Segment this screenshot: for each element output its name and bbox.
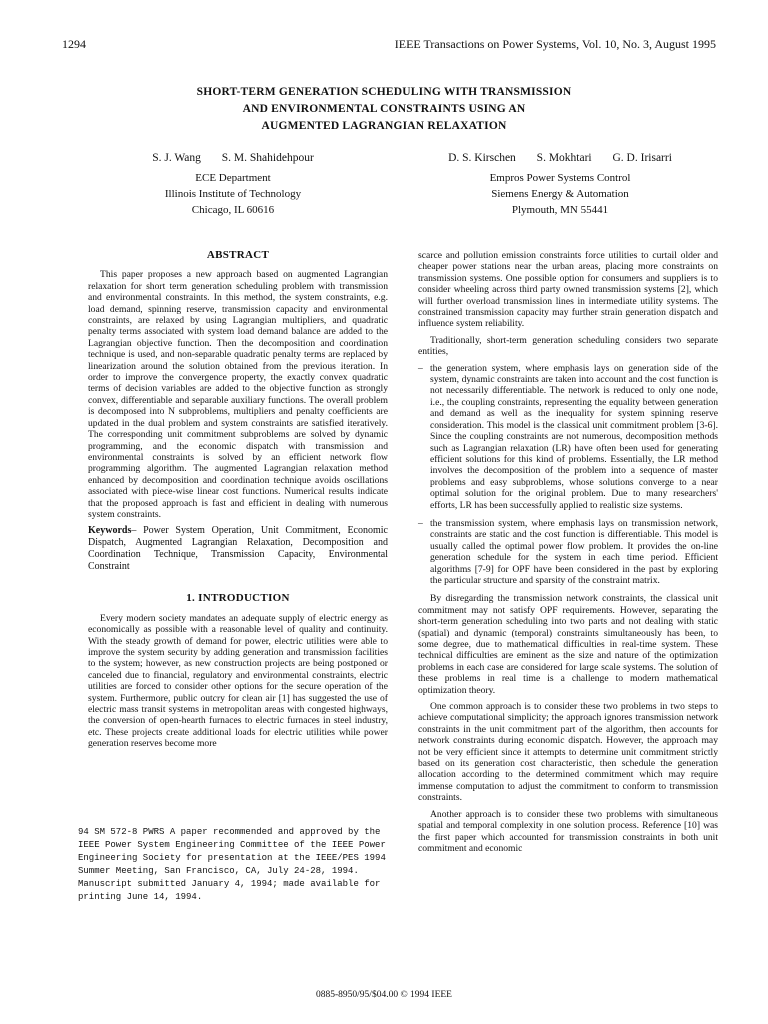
title-line-3: AUGMENTED LAGRANGIAN RELAXATION (261, 120, 507, 132)
journal-header: IEEE Transactions on Power Systems, Vol. 10, No. 3, August 1995 (394, 37, 716, 51)
keywords-text: – Power System Operation, Unit Commitment, Economic Dispatch, Augmented Lagrangian Relaxation, Decomposition and Coordination Technique, Transmission Capacity, Environmental Constraint (88, 525, 388, 573)
introduction-paragraph: Every modern society mandates an adequate supply of electric energy as economically as possible with a reasonable level of quality and continuity. With the steady growth of demand for power, electric utilities were able to improve the system security by adding generation and transmission facilities to the system; however, as new construction projects are being postponed or canceled due to financial, regulatory and environmental constraints, electric utilities are forced to consider other options for the secure operation of the system. Furthermore, public outcry for clean air [1] has suggested the use of electric mass transit systems in metropolitan areas with congested highways, the conversion of open-hearth furnaces to electric furnaces in steel industry, etc. These projects create additional loads for electric utilities while power generation reserves become more (88, 612, 388, 750)
author-block-left (88, 150, 378, 218)
author-block-right (395, 150, 725, 218)
author-name: S. Mokhtari (536, 152, 592, 164)
right-column (418, 250, 718, 859)
title-line-1: SHORT-TERM GENERATION SCHEDULING WITH TRANSMISSION (196, 86, 572, 98)
body-paragraph: Traditionally, short-term generation scheduling considers two separate entities, (418, 334, 718, 358)
title-line-2: AND ENVIRONMENTAL CONSTRAINTS USING AN (242, 103, 526, 115)
introduction-heading: 1. INTRODUCTION (186, 592, 290, 605)
author-city: Chicago, IL 60616 (191, 204, 275, 216)
left-column (88, 250, 388, 755)
author-name: S. J. Wang (152, 152, 201, 164)
body-paragraph: By disregarding the transmission network constraints, the classical unit commitment may not satisfy OPF requirements. However, separating the short-term generation scheduling into two parts and not dealing with static (spatial) and dynamic (temporal) constraints simultaneously has been, to some degree, due to mathematical difficulties in real-time system. These technical difficulties are eminent as the size and nature of the optimization problems in each case are considered for large scale systems. The solution of these problems in real time is a challenge to modern mathematical optimization theory. (418, 593, 718, 696)
author-department: Empros Power Systems Control (489, 172, 631, 184)
list-item: – the generation system, where emphasis lays on generation side of the system, dynamic constraints are taken into account and the cost function is not necessarily differentiable. The network is reduced to only one node, i.e., the coupling constraints, representing the equality between generation and demand as well as the inequality for system spinning reserve consideration. This model is the classical unit commitment problem [3-6]. Since the coupling constraints are not numerous, decomposition methods such as Lagrangian relaxation (LR) have often been used for generating efficient solutions for this kind of problems. Essentially, the LR method involves the decomposition of the problem into a sequence of master problems and easy subproblems, whose solutions converge to a near optimal solution for the original problem. Due to many researchers' efforts, LR has been successfully applied to realistic size systems. (418, 363, 718, 511)
author-name: D. S. Kirschen (448, 152, 516, 164)
body-paragraph: One common approach is to consider these two problems in two steps to achieve computational simplicity; the approach ignores transmission network constraints in the unit commitment part of the algorithm, then accounts for network constraints during economic dispatch. However, the approach may not be very efficient since it attempts to determine unit commitment strictly based on its generation cost characteristic, then schedule the generation allocation according to the determined commitment which may require immense computation to adjust the commitment to conform to transmission constraints. (418, 701, 718, 804)
author-name: S. M. Shahidehpour (221, 152, 314, 164)
author-department: ECE Department (195, 172, 271, 184)
author-institution: Illinois Institute of Technology (164, 188, 302, 200)
entity-list (418, 363, 718, 587)
paper-title (0, 84, 768, 135)
copyright-line: 0885-8950/95/$04.00 © 1994 IEEE (316, 990, 452, 1000)
body-paragraph: Another approach is to consider these two problems with simultaneous spatial and temporal complexity in one solution process. Reference [10] was the first paper which accounted for transmission constraints in both unit commitment and economic (418, 808, 718, 854)
list-item: – the transmission system, where emphasis lays on transmission network, constraints are static and the cost function is differentiable. This model is usually called the optimal power flow problem. It provides the on-line generation schedule for the system in each time period. Efficient algorithms [7-9] for OPF have been considered in the past by exploring the particular structure and sparsity of the constraint matrix. (418, 518, 718, 586)
author-name: G. D. Irisarri (612, 152, 672, 164)
keywords (88, 525, 388, 573)
abstract-heading: ABSTRACT (206, 249, 270, 261)
keywords-label: Keywords (88, 525, 132, 537)
footnote: 94 SM 572-8 PWRS A paper recommended and approved by the IEEE Power System Engineering Committee of the IEEE Power Engineering Society for presentation at the IEEE/PES 1994 Summer Meeting, San Francisco, CA, July 24-28, 1994. Manuscript submitted January 4, 1994; made available for printing June 14, 1994. (78, 827, 386, 902)
page-number: 1294 (62, 37, 86, 51)
author-city: Plymouth, MN 55441 (511, 204, 609, 216)
body-paragraph: scarce and pollution emission constraints force utilities to curtail older and cheaper power stations near the urban areas, placing more constraints on transmission systems. One possible option for consumers and suppliers is to consider wheeling across third party owned transmission systems [2], which will further overload transmission lines in intermediate utility systems. The constrained transmission capacity may further strain generation dispatch and influence system reliability. (418, 250, 718, 330)
abstract-text: This paper proposes a new approach based on augmented Lagrangian relaxation for short term generation scheduling problem with transmission and environmental constraints. In this method, the system constraints, e.g. load demand, spinning reserve, transmission capacity and environmental constraints, are relaxed by using Lagrangian multipliers, and quadratic penalty terms associated with system load demand balance are added to the Lagrangian objective function. Then the decomposition and coordination technique is used, and non-separable quadratic penalty terms are replaced by linearization around the solution obtained from the previous iteration. In order to improve the convergence property, the exactly convex quadratic terms of decision variables are added to the objective function as strongly convex, differentiable and separable auxiliary functions. The overall problem is decomposed into N subproblems, multipliers and penalty coefficients are updated in the dual problem and system constraints are satisfied iteratively. The corresponding unit commitment subproblems are solved by dynamic programming, and the economic dispatch with transmission and environmental constraints is solved by an efficient network flow programming algorithm. The augmented Lagrangian relaxation method enhanced by decomposition and coordination technique avoids oscillations associated with piece-wise linear cost functions. Numerical results indicate that the proposed approach is fast and efficient in dealing with numerous system constraints. (88, 269, 388, 520)
author-company: Siemens Energy & Automation (491, 188, 629, 200)
